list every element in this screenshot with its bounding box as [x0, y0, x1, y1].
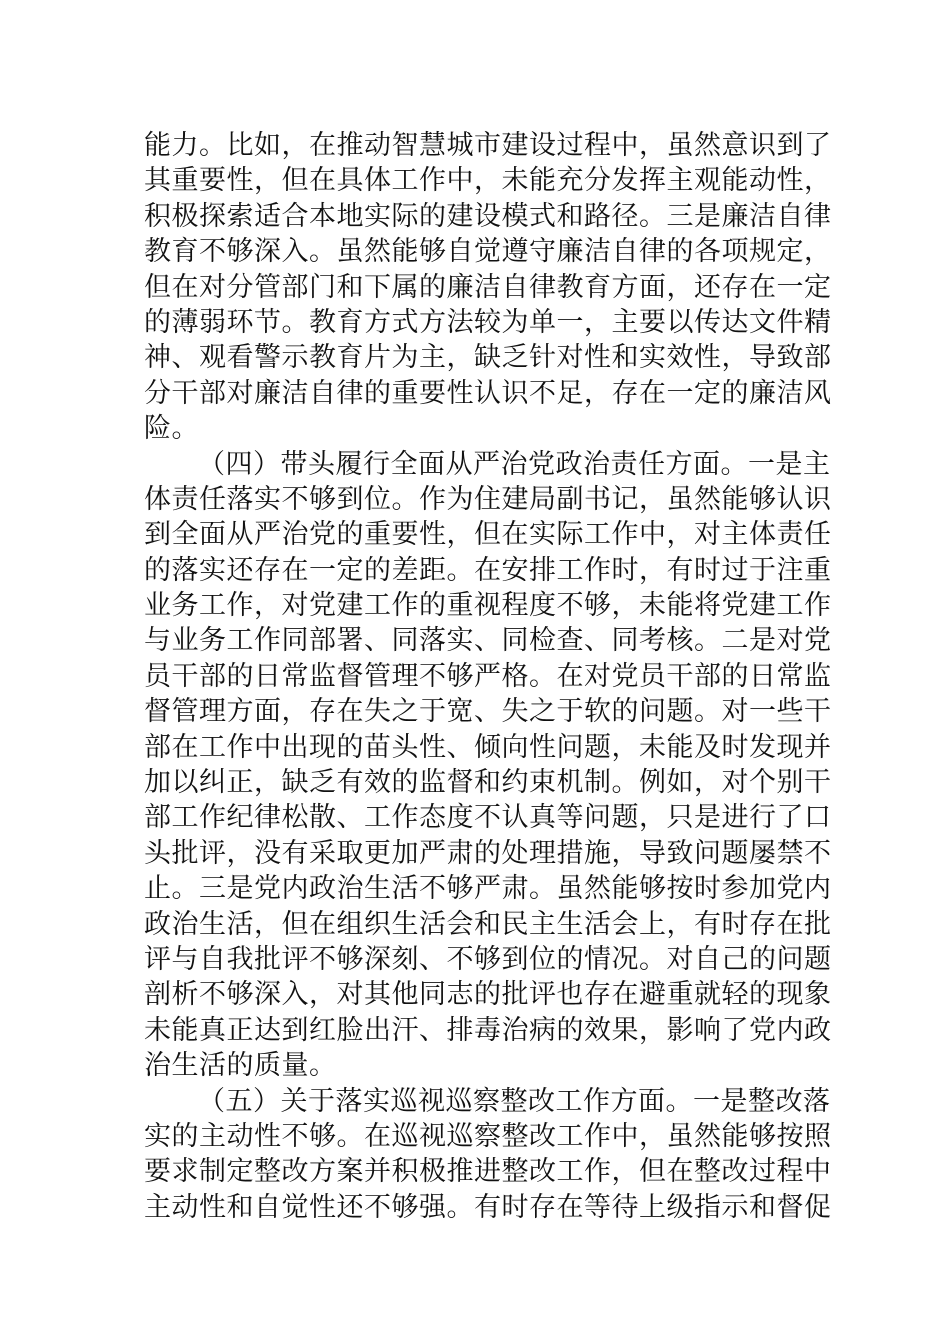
text-line: 治生活的质量。 — [144, 1050, 337, 1082]
text-line: 神、观看警示教育片为主，缺乏针对性和实效性，导致部 — [144, 342, 832, 374]
text-line: 督管理方面，存在失之于宽、失之于软的问题。对一些干 — [144, 696, 832, 728]
text-line: 实的主动性不够。在巡视巡察整改工作中，虽然能够按照 — [144, 1120, 832, 1152]
text-line: 的落实还存在一定的差距。在安排工作时，有时过于注重 — [144, 554, 832, 586]
text-line: 能力。比如，在推动智慧城市建设过程中，虽然意识到了 — [144, 130, 832, 161]
text-line: 业务工作，对党建工作的重视程度不够，未能将党建工作 — [144, 590, 832, 622]
text-line: 员干部的日常监督管理不够严格。在对党员干部的日常监 — [144, 660, 832, 692]
text-line: （五）关于落实巡视巡察整改工作方面。一是整改落 — [198, 1085, 831, 1117]
text-line: 未能真正达到红脸出汗、排毒治病的效果，影响了党内政 — [144, 1014, 832, 1046]
text-line: 与业务工作同部署、同落实、同检查、同考核。二是对党 — [144, 625, 832, 657]
text-line: 剖析不够深入，对其他同志的批评也存在避重就轻的现象 — [144, 979, 832, 1011]
text-line: 部在工作中出现的苗头性、倾向性问题，未能及时发现并 — [144, 731, 832, 763]
text-line: 部工作纪律松散、工作态度不认真等问题，只是进行了口 — [144, 802, 832, 834]
text-line: 主动性和自觉性还不够强。有时存在等待上级指示和督促 — [144, 1191, 832, 1223]
text-line: 但在对分管部门和下属的廉洁自律教育方面，还存在一定 — [144, 271, 832, 303]
text-line: 要求制定整改方案并积极推进整改工作，但在整改过程中 — [144, 1156, 832, 1188]
text-line: 政治生活，但在组织生活会和民主生活会上，有时存在批 — [144, 908, 832, 940]
text-line: 教育不够深入。虽然能够自觉遵守廉洁自律的各项规定， — [144, 236, 832, 268]
text-line: 积极探索适合本地实际的建设模式和路径。三是廉洁自律 — [144, 200, 832, 232]
text-line: （四）带头履行全面从严治党政治责任方面。一是主 — [198, 448, 831, 480]
text-line: 险。 — [144, 413, 199, 445]
text-line: 止。三是党内政治生活不够严肃。虽然能够按时参加党内 — [144, 873, 832, 905]
text-line: 头批评，没有采取更加严肃的处理措施，导致问题屡禁不 — [144, 837, 832, 869]
text-line: 加以纠正，缺乏有效的监督和约束机制。例如，对个别干 — [144, 767, 832, 799]
text-line: 到全面从严治党的重要性，但在实际工作中，对主体责任 — [144, 519, 832, 551]
text-line: 的薄弱环节。教育方式方法较为单一，主要以传达文件精 — [144, 306, 832, 338]
text-line: 体责任落实不够到位。作为住建局副书记，虽然能够认识 — [144, 483, 832, 515]
text-line: 分干部对廉洁自律的重要性认识不足，存在一定的廉洁风 — [144, 377, 832, 409]
text-line: 其重要性，但在具体工作中，未能充分发挥主观能动性， — [144, 165, 832, 197]
text-line: 评与自我批评不够深刻、不够到位的情况。对自己的问题 — [144, 943, 832, 975]
document-body — [144, 128, 832, 1225]
